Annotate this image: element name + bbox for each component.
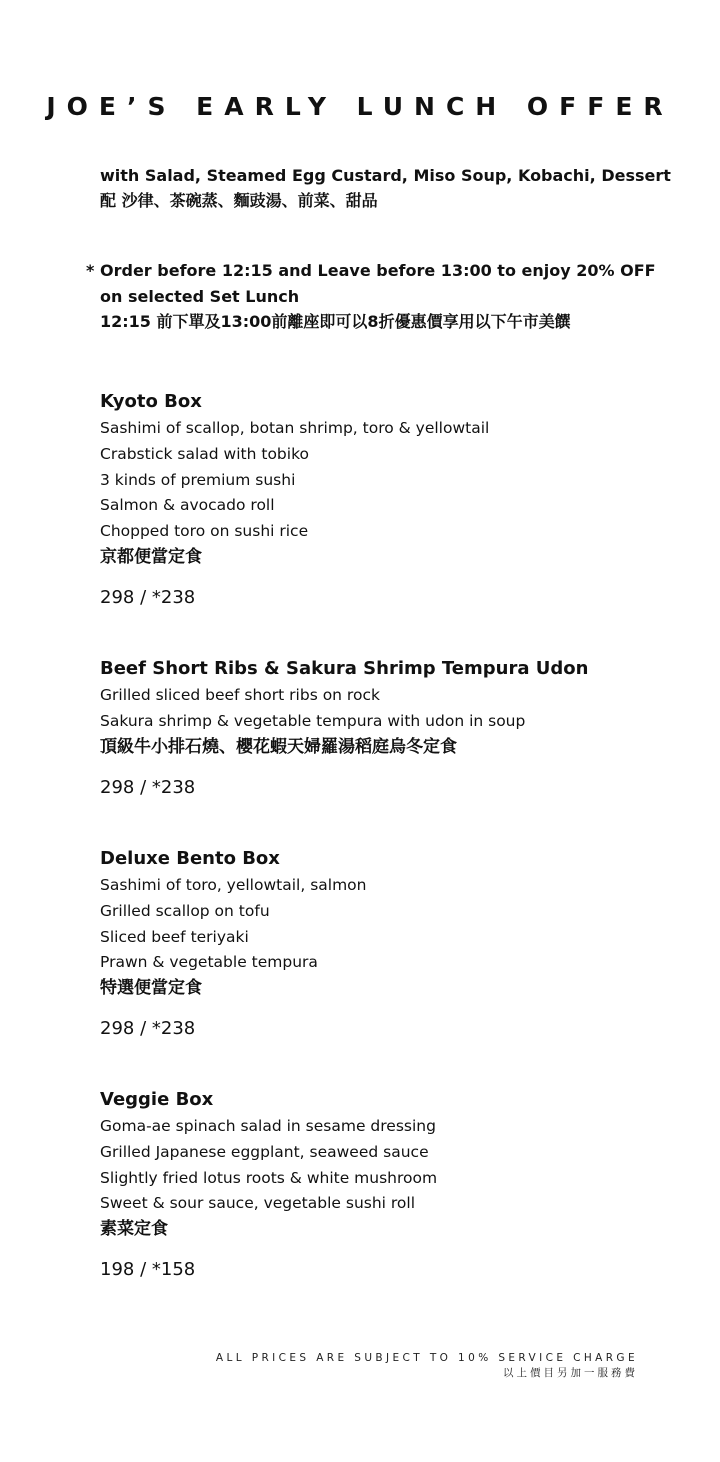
offer-chinese: 12:15 前下單及13:00前離座即可以8折優惠價享用以下午市美饌 (100, 312, 571, 331)
item-chinese-name: 特選便當定食 (100, 978, 202, 999)
set-includes (100, 163, 680, 213)
item-price: 298 / *238 (100, 1018, 196, 1040)
item-price: 298 / *238 (100, 586, 196, 608)
item-description-line: Salmon & avocado roll (100, 496, 275, 515)
item-description-line: Goma-ae spinach salad in sesame dressing (100, 1117, 436, 1135)
item-description-line: Sliced beef teriyaki (100, 927, 249, 946)
offer-line-2: on selected Set Lunch (100, 287, 300, 306)
item-description-line: Sashimi of scallop, botan shrimp, toro & yellowtail (100, 419, 490, 437)
menu-item-beef-short-ribs-udon (100, 655, 680, 800)
item-chinese-name: 京都便當定食 (100, 546, 202, 567)
item-description-line: Grilled Japanese eggplant, seaweed sauce (100, 1142, 429, 1161)
item-description-line: Chopped toro on sushi rice (100, 522, 309, 541)
item-chinese-name: 素菜定食 (100, 1219, 168, 1240)
item-description-line: Sweet & sour sauce, vegetable sushi roll (100, 1194, 416, 1213)
service-charge-english: ALL PRICES ARE SUBJECT TO 10% SERVICE CHARGE (215, 1352, 638, 1364)
early-offer-note (86, 258, 680, 334)
page-title: JOE’S EARLY LUNCH OFFER (46, 92, 674, 121)
item-name: Kyoto Box (100, 391, 202, 412)
item-description-line: Grilled scallop on tofu (100, 901, 270, 920)
menu-item-veggie-box (100, 1086, 680, 1282)
service-charge-note (216, 1351, 638, 1381)
item-price: 298 / *238 (100, 776, 196, 798)
includes-chinese: 配 沙律、茶碗蒸、麵豉湯、前菜、甜品 (100, 191, 378, 210)
item-description-line: Slightly fried lotus roots & white mushroom (100, 1168, 438, 1187)
item-price: 198 / *158 (100, 1259, 196, 1281)
asterisk-marker: * (86, 261, 95, 280)
includes-english: with Salad, Steamed Egg Custard, Miso Soup, Kobachi, Dessert (100, 166, 671, 185)
item-description-line: Prawn & vegetable tempura (100, 953, 318, 972)
item-name: Beef Short Ribs & Sakura Shrimp Tempura Udon (100, 658, 589, 679)
item-description-line: Sashimi of toro, yellowtail, salmon (100, 876, 367, 894)
item-name: Deluxe Bento Box (100, 848, 280, 869)
item-name: Veggie Box (100, 1089, 214, 1110)
offer-line-1: Order before 12:15 and Leave before 13:00 to enjoy 20% OFF (100, 261, 656, 280)
item-description-line: 3 kinds of premium sushi (100, 470, 296, 489)
service-charge-chinese: 以上價目另加一服務費 (503, 1367, 638, 1379)
item-description-line: Sakura shrimp & vegetable tempura with udon in soup (100, 711, 526, 730)
menu-item-kyoto-box (100, 388, 680, 610)
item-description-line: Grilled sliced beef short ribs on rock (100, 686, 380, 704)
menu-item-deluxe-bento-box (100, 845, 680, 1041)
item-description-line: Crabstick salad with tobiko (100, 444, 309, 463)
item-chinese-name: 頂級牛小排石燒、櫻花蝦天婦羅湯稻庭烏冬定食 (100, 736, 457, 757)
